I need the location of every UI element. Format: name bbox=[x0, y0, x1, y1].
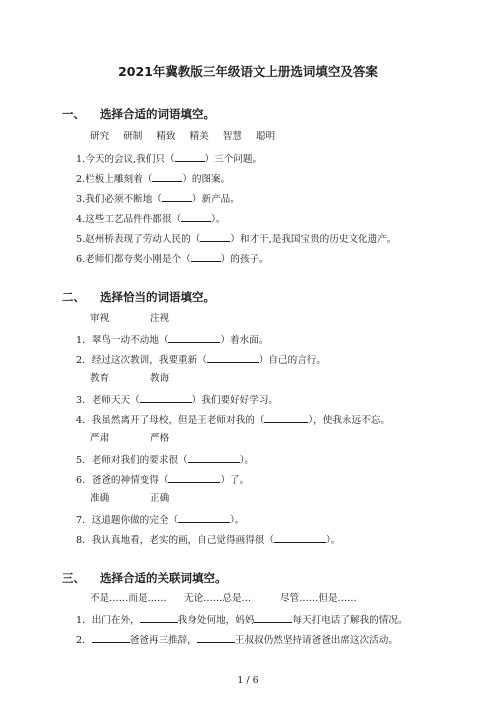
section-1-heading bbox=[62, 106, 215, 122]
word-pair bbox=[90, 493, 169, 505]
word-option: 研究 bbox=[90, 131, 110, 142]
answer-blank[interactable] bbox=[178, 513, 230, 523]
answer-blank[interactable] bbox=[207, 353, 259, 363]
section-1-word-bank bbox=[90, 131, 289, 143]
conjunction-option: 尽管……但是…… bbox=[280, 593, 357, 604]
page-title: 2021年冀教版三年级语文上册选词填空及答案 bbox=[118, 64, 378, 79]
word-option: 审视 bbox=[90, 313, 110, 324]
word-pair bbox=[90, 433, 169, 445]
conjunction-option: 无论……总是… bbox=[184, 593, 252, 604]
word-option: 精美 bbox=[189, 131, 209, 142]
question-item: 3．老师天天（ ）我们要好好学习。 bbox=[76, 395, 279, 406]
answer-blank[interactable] bbox=[274, 533, 326, 543]
section-2-heading bbox=[62, 289, 215, 305]
answer-blank[interactable] bbox=[200, 232, 230, 242]
word-option: 研制 bbox=[123, 131, 143, 142]
word-option: 聪明 bbox=[255, 131, 276, 142]
section-1-number: 一、 bbox=[62, 107, 85, 121]
answer-blank[interactable] bbox=[254, 613, 292, 623]
answer-blank[interactable] bbox=[188, 453, 240, 463]
word-option: 智慧 bbox=[222, 131, 242, 142]
answer-blank[interactable] bbox=[140, 613, 178, 623]
word-option: 严格 bbox=[150, 433, 170, 444]
answer-blank[interactable] bbox=[168, 473, 220, 483]
question-item: 4．我虽然离开了母校，但是王老师对我的（ ），使我永远不忘。 bbox=[76, 415, 390, 426]
word-option: 准确 bbox=[90, 493, 110, 504]
answer-blank[interactable] bbox=[197, 633, 235, 643]
word-option: 注视 bbox=[150, 313, 170, 324]
section-2-title: 选择恰当的词语填空。 bbox=[100, 290, 215, 304]
answer-blank[interactable] bbox=[92, 633, 130, 643]
question-item: 6．爸爸的神情变得（ ）了。 bbox=[76, 475, 250, 486]
question-item: 1.今天的会议,我们只（ ）三个问题。 bbox=[76, 154, 263, 165]
word-option: 教诲 bbox=[150, 373, 170, 384]
question-item: 2． 爸爸再三推辞， 王叔叔仍然坚持请爸爸出席这次活动。 bbox=[76, 635, 398, 646]
answer-blank[interactable] bbox=[191, 252, 221, 262]
word-option: 精致 bbox=[156, 131, 176, 142]
word-pair bbox=[90, 373, 169, 385]
question-item: 6.老师们都夸奖小刚是个（ ）的孩子。 bbox=[76, 254, 269, 265]
answer-blank[interactable] bbox=[175, 152, 205, 162]
answer-blank[interactable] bbox=[140, 393, 192, 403]
answer-blank[interactable] bbox=[168, 333, 220, 343]
answer-blank[interactable] bbox=[162, 192, 192, 202]
question-item: 1．翠鸟一动不动地（ ）着水面。 bbox=[76, 335, 269, 346]
word-option: 严肃 bbox=[90, 433, 110, 444]
question-item: 5．老师对我们的要求很（ ）。 bbox=[76, 455, 255, 466]
conjunction-option: 不是……而是…… bbox=[90, 593, 167, 604]
question-item: 4.这些工艺品件件都很（ ）。 bbox=[76, 214, 226, 225]
section-3-title: 选择合适的关联词填空。 bbox=[100, 571, 227, 585]
question-item: 1．出门在外， 我身处何地，妈妈 每天打电话了解我的情况。 bbox=[76, 615, 408, 626]
section-3-word-bank bbox=[90, 593, 357, 605]
question-item: 2．经过这次教训，我要重新（ ）自己的言行。 bbox=[76, 355, 326, 366]
page-number: 1 / 6 bbox=[237, 675, 259, 686]
answer-blank[interactable] bbox=[152, 172, 182, 182]
answer-blank[interactable] bbox=[181, 212, 211, 222]
question-item: 3.我们必须不断地（ ）新产品。 bbox=[76, 194, 240, 205]
section-3-number: 三、 bbox=[62, 571, 85, 585]
question-item: 2.栏板上雕刻着（ ）的图案。 bbox=[76, 174, 231, 185]
question-item: 8．我认真地看，老实的画，自己觉得画得很（ ）。 bbox=[76, 535, 341, 546]
word-option: 教育 bbox=[90, 373, 110, 384]
question-item: 7．这道题你做的完全（ ）。 bbox=[76, 515, 245, 526]
section-2-number: 二、 bbox=[62, 290, 85, 304]
section-1-title: 选择合适的词语填空。 bbox=[100, 107, 215, 121]
word-option: 正确 bbox=[150, 493, 170, 504]
section-3-heading bbox=[62, 570, 227, 586]
word-pair bbox=[90, 313, 169, 325]
answer-blank[interactable] bbox=[264, 413, 308, 423]
question-item: 5.赵州桥表现了劳动人民的（ ）和才干,是我国宝贵的历史文化遗产。 bbox=[76, 234, 397, 245]
